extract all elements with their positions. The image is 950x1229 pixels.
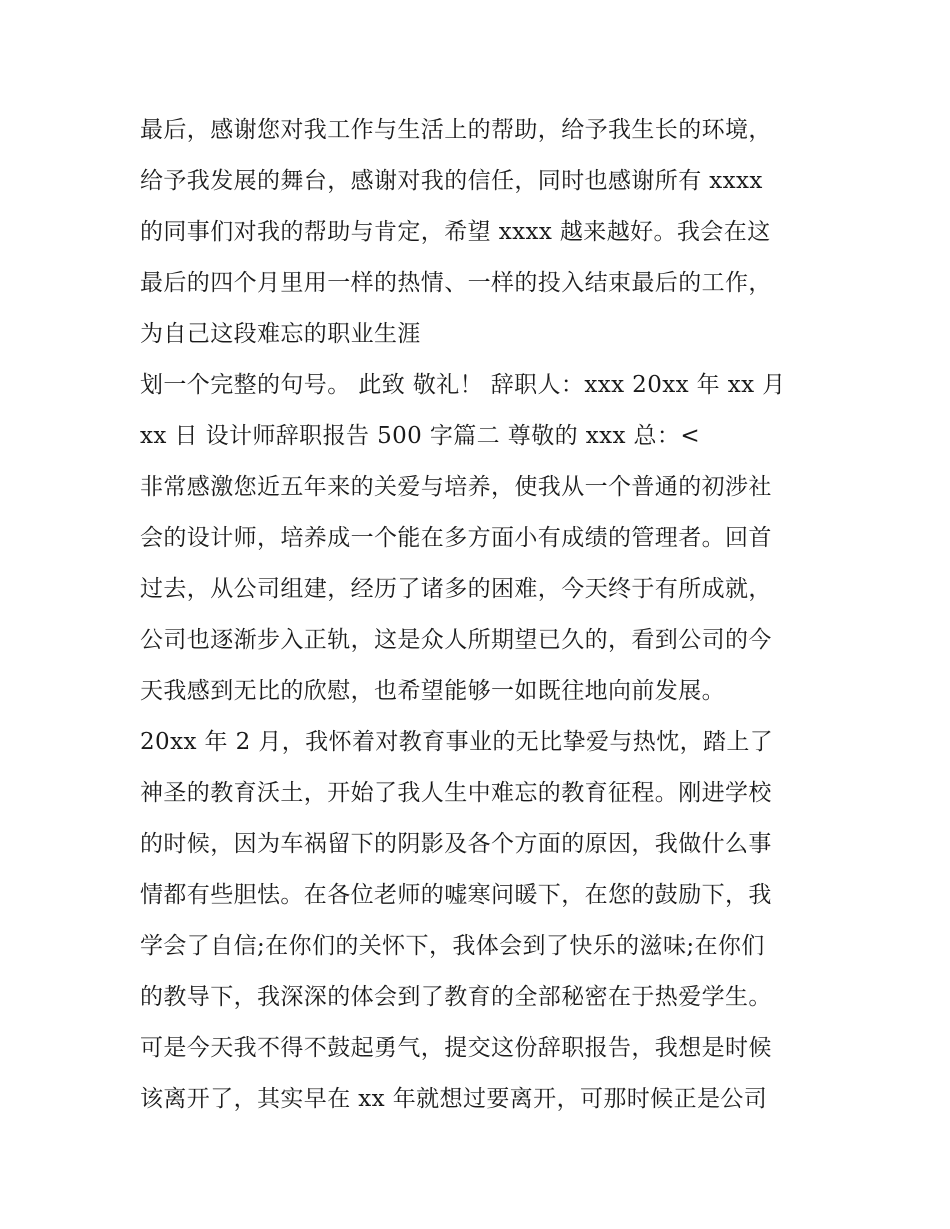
document-body <box>140 105 820 1125</box>
text-line: 情都有些胆怯。在各位老师的嘘寒问暖下，在您的鼓励下，我 <box>140 882 772 908</box>
text-line: 公司也逐渐步入正轨，这是众人所期望已久的，看到公司的今 <box>140 627 772 653</box>
text-line: 学会了自信;在你们的关怀下，我体会到了快乐的滋味;在你们 <box>140 933 765 959</box>
text-line: 的同事们对我的帮助与肯定，希望 xxxx 越来越好。我会在这 <box>140 219 771 245</box>
text-line: 为自己这段难忘的职业生涯 <box>140 321 421 347</box>
text-line: xx 日 设计师辞职报告 500 字篇二 尊敬的 xxx 总：< <box>140 423 701 449</box>
text-line: 给予我发展的舞台，感谢对我的信任，同时也感谢所有 xxxx <box>140 168 763 194</box>
text-line: 该离开了，其实早在 xx 年就想过要离开，可那时候正是公司 <box>140 1086 768 1112</box>
text-line: 可是今天我不得不鼓起勇气，提交这份辞职报告，我想是时候 <box>140 1035 772 1061</box>
text-line: 非常感激您近五年来的关爱与培养，使我从一个普通的初涉社 <box>140 474 772 500</box>
text-line: 划一个完整的句号。 此致 敬礼！ 辞职人：xxx 20xx 年 xx 月 <box>140 372 786 398</box>
text-line: 会的设计师，培养成一个能在多方面小有成绩的管理者。回首 <box>140 525 772 551</box>
text-line: 神圣的教育沃土，开始了我人生中难忘的教育征程。刚进学校 <box>140 780 772 806</box>
text-line: 过去，从公司组建，经历了诸多的困难，今天终于有所成就， <box>140 576 772 602</box>
text-line: 的时候，因为车祸留下的阴影及各个方面的原因，我做什么事 <box>140 831 772 857</box>
text-line: 天我感到无比的欣慰，也希望能够一如既往地向前发展。 <box>140 678 725 704</box>
text-line: 20xx 年 2 月，我怀着对教育事业的无比挚爱与热忱，踏上了 <box>140 729 774 755</box>
text-line: 最后，感谢您对我工作与生活上的帮助，给予我生长的环境， <box>140 117 772 143</box>
text-line: 的教导下，我深深的体会到了教育的全部秘密在于热爱学生。 <box>140 984 772 1010</box>
text-line: 最后的四个月里用一样的热情、一样的投入结束最后的工作， <box>140 270 772 296</box>
